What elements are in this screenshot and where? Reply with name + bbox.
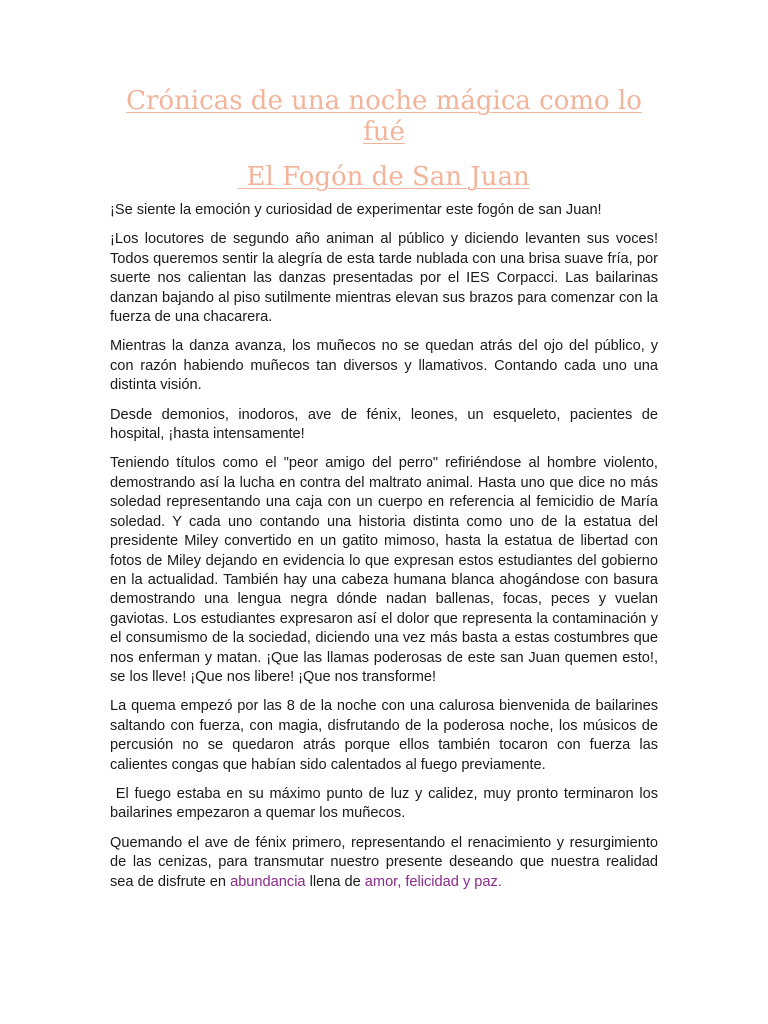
- document-body: [110, 86, 663, 902]
- document-title: Crónicas de una noche mágica como lo fué: [126, 86, 642, 147]
- paragraph-fenix-text-after: .: [497, 873, 502, 890]
- document-subtitle: El Fogón de San Juan: [238, 162, 530, 192]
- paragraph-fenix-text-before: Quemando el ave de fénix primero, representando el renacimiento y resurgimiento de las cenizas, para transmutar nuestro presente deseando que nuestra realidad sea de disfrute en: [110, 834, 658, 890]
- paragraph-intro: ¡Se siente la emoción y curiosidad de experimentar este fogón de san Juan!: [110, 202, 602, 218]
- paragraph-titulos: Teniendo títulos como el "peor amigo del perro" refiriéndose al hombre violento, demostrando así la lucha en contra del maltrato animal. Hasta uno que dice no más soledad representando una caja con un cuerpo en referencia al femicidio de María soledad. Y cada uno contando una historia distinta como uno de la estatua del presidente Miley convertido en un gatito mimoso, hasta la estatua de libertad con fotos de Miley dejando en evidencia lo que expresan estos estudiantes del gobierno en la actualidad. También hay una cabeza humana blanca ahogándose con basura demostrando una lengua negra dónde nadan ballenas, focas, peces y vuelan gaviotas. Los estudiantes expresaron así el dolor que representa la contaminación y el consumismo de la sociedad, diciendo una vez más basta a estas costumbres que nos enferman y matan. ¡Que las llamas poderosas de este san Juan quemen esto!, se los lleve! ¡Que nos libere! ¡Que nos transforme!: [110, 455, 658, 685]
- abundancia-link[interactable]: abundancia: [230, 873, 306, 890]
- paragraph-fenix: [110, 834, 658, 892]
- paragraph-quema: La quema empezó por las 8 de la noche con una calurosa bienvenida de bailarines saltando con fuerza, con magia, disfrutando de la poderosa noche, los músicos de percusión no se quedaron atrás porque ellos también tocaron con fuerza las calientes congas que habían sido calentados al fuego previamente.: [110, 698, 658, 773]
- title-spacer: [110, 148, 658, 161]
- paragraph-danza: Mientras la danza avanza, los muñecos no se quedan atrás del ojo del público, y con razón habiendo muñecos tan diversos y llamativos. Contando cada uno una distinta visión.: [110, 338, 658, 394]
- paragraph-fuego: El fuego estaba en su máximo punto de luz y calidez, muy pronto terminaron los bailarines empezaron a quemar los muñecos.: [110, 785, 663, 822]
- amor-felicidad-paz-link[interactable]: amor, felicidad y paz: [364, 873, 498, 890]
- title-block: [110, 86, 658, 193]
- paragraph-fenix-text-middle: llena de: [305, 873, 365, 890]
- paragraph-locutores: ¡Los locutores de segundo año animan al público y diciendo levanten sus voces! Todos queremos sentir la alegría de esta tarde nublada con una brisa suave fría, por suerte nos calientan las danzas presentadas por el IES Corpacci. Las bailarinas danzan bajando al piso sutilmente mientras elevan sus brazos para comenzar con la fuerza de una chacarera.: [110, 231, 658, 326]
- paragraph-munecos: Desde demonios, inodoros, ave de fénix, leones, un esqueleto, pacientes de hospital, ¡hasta intensamente!: [110, 406, 658, 443]
